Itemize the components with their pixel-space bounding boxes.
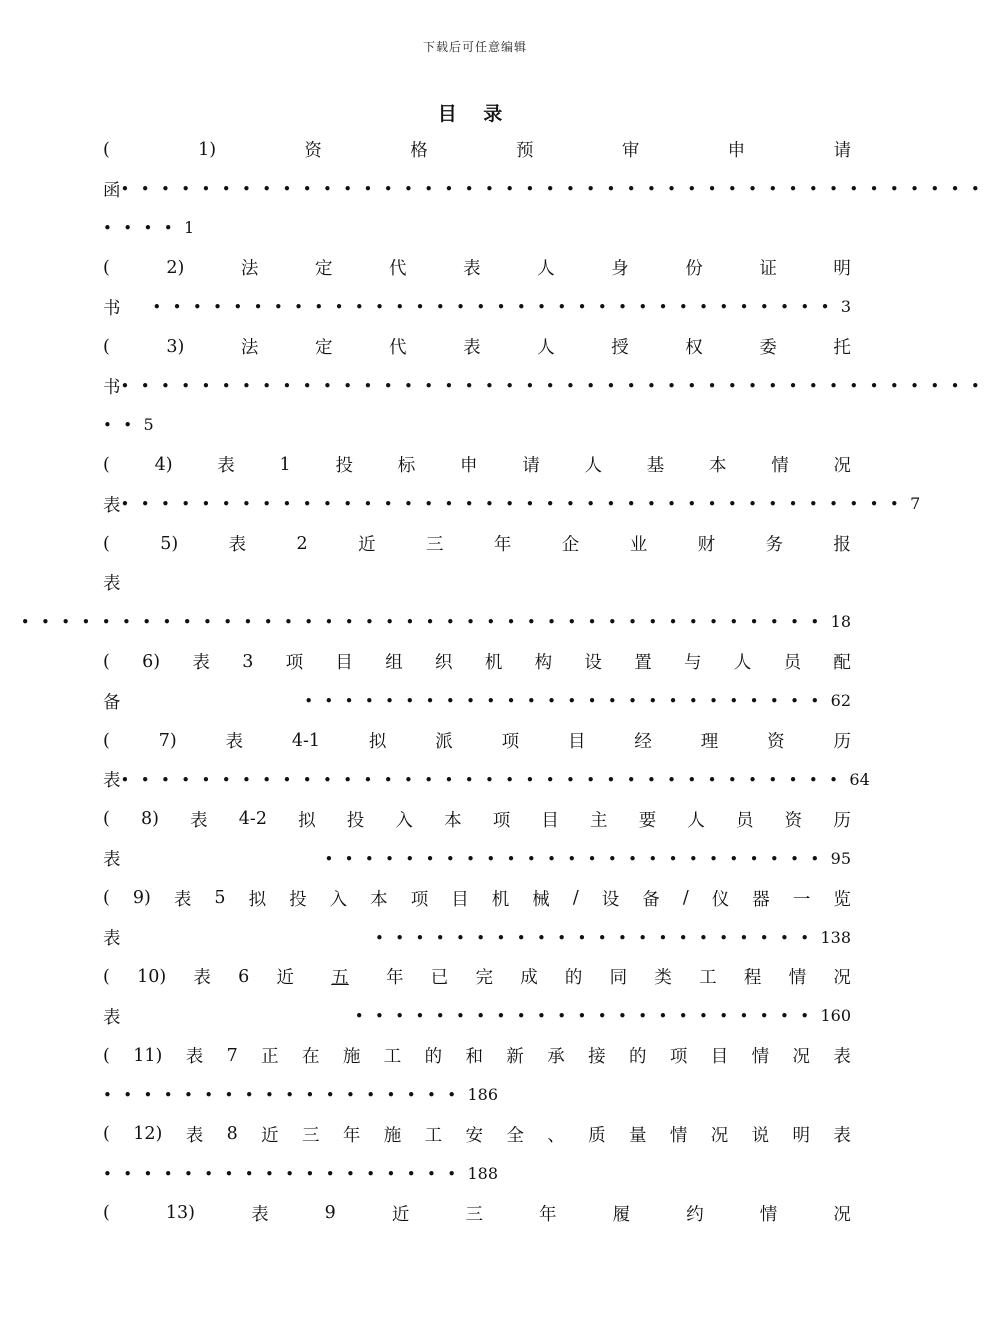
toc-line-head: 函 (103, 180, 121, 201)
toc-token: 工 (699, 968, 717, 989)
toc-token: 一 (792, 889, 811, 910)
toc-token: 投 (335, 456, 353, 477)
toc-token: 和 (465, 1047, 483, 1068)
toc-leader (304, 691, 851, 711)
toc-token: 近 (261, 1125, 279, 1146)
toc-token: 6 (238, 966, 250, 987)
toc-line (103, 1154, 851, 1193)
toc-token: 置 (634, 653, 652, 674)
toc-token: 同 (609, 968, 628, 989)
toc-token: 份 (685, 259, 703, 280)
toc-line (103, 327, 851, 366)
toc-token: 表 (173, 889, 192, 910)
toc-token: 年 (493, 535, 512, 556)
toc-token: 投 (289, 889, 307, 910)
toc-line-head: 书 (103, 377, 121, 398)
toc-token: 表 (217, 456, 235, 477)
toc-token: / (682, 888, 689, 909)
toc-leader (152, 297, 851, 317)
toc-line (103, 957, 851, 996)
toc-token: ( (103, 1045, 110, 1066)
toc-token: 目 (541, 810, 559, 831)
toc-token: 7 (226, 1045, 238, 1066)
leader-dots: •••••••••••••••••• (103, 1086, 468, 1105)
toc-token: 资 (767, 732, 785, 753)
toc-token: 4) (154, 454, 173, 475)
toc-token: 承 (547, 1047, 565, 1068)
toc-token: 定 (314, 259, 333, 280)
toc-token: 况 (833, 456, 851, 477)
toc-token: 项 (410, 889, 429, 910)
toc-line (103, 1036, 851, 1075)
toc-leader (375, 928, 851, 948)
toc-token: 情 (759, 1204, 778, 1225)
toc-token: 目 (710, 1047, 729, 1068)
leader-dots: •••••••••••••••••••••••••••••••••• (152, 298, 841, 317)
toc-token: 接 (588, 1047, 606, 1068)
toc-token: 情 (669, 1125, 688, 1146)
toc-token: 2) (166, 257, 185, 278)
toc-token: 13) (165, 1203, 196, 1224)
toc-token: 五 (331, 968, 349, 989)
toc-token: 1 (279, 454, 291, 475)
toc-token: 构 (534, 653, 553, 674)
toc-token: / (572, 888, 579, 909)
toc-token: 表 (463, 338, 481, 359)
toc-token: 表 (190, 810, 208, 831)
toc-token: 8 (226, 1124, 238, 1145)
toc-token: 施 (342, 1047, 361, 1068)
toc-line-head: 表 (103, 850, 121, 871)
toc-token: 人 (584, 456, 602, 477)
toc-leader (103, 218, 194, 238)
toc-leader (103, 1164, 498, 1184)
leader-dots: •••••••••••••••••• (103, 1164, 468, 1183)
toc-token: 委 (759, 338, 777, 359)
toc-token: 情 (788, 968, 807, 989)
toc-token: 4-1 (291, 730, 321, 751)
toc-leader (121, 770, 870, 790)
toc-token: 投 (346, 810, 365, 831)
toc-token: 目 (451, 889, 469, 910)
toc-line-head: 表 (103, 771, 121, 792)
toc-line (103, 760, 870, 799)
toc-token: 8) (140, 809, 159, 830)
toc-line (103, 839, 851, 878)
toc-token: 年 (539, 1204, 557, 1225)
leader-dots: •••• (103, 219, 184, 238)
toc-token: 定 (314, 338, 333, 359)
toc-line (103, 485, 921, 524)
toc-token: 三 (301, 1125, 320, 1146)
toc-token: 申 (727, 141, 746, 162)
toc-token: 3) (166, 336, 185, 357)
toc-token: 法 (240, 338, 259, 359)
toc-line (103, 406, 851, 445)
toc-leader (21, 612, 851, 632)
toc-token: ( (103, 966, 110, 987)
toc-token: 明 (792, 1125, 810, 1146)
toc-token: 6) (142, 651, 161, 672)
toc-token: 经 (634, 732, 652, 753)
toc-token: 完 (475, 968, 493, 989)
toc-token: 5) (160, 533, 179, 554)
toc-token: 本 (444, 810, 462, 831)
toc-leader (355, 1006, 851, 1026)
toc-line (103, 445, 851, 484)
toc-token: 械 (532, 889, 550, 910)
toc-token: 证 (759, 259, 777, 280)
toc-token: 拟 (248, 889, 267, 910)
toc-token: 资 (304, 141, 322, 162)
toc-token: 拟 (368, 732, 387, 753)
toc-token: 工 (383, 1047, 402, 1068)
leader-dots: •••••••••••••••••••••• (375, 928, 821, 947)
toc-token: 3 (242, 651, 254, 672)
toc-token: 人 (687, 810, 705, 831)
toc-line (103, 366, 991, 405)
toc-token: 本 (708, 456, 727, 477)
toc-token: ( (103, 1124, 110, 1145)
toc-token: 表 (463, 259, 481, 280)
toc-token: 表 (833, 1125, 851, 1146)
toc-token: 5 (214, 888, 226, 909)
toc-token: 表 (185, 1125, 204, 1146)
toc-token: 项 (501, 732, 520, 753)
leader-dots: •• (103, 416, 144, 435)
page-number: 5 (143, 415, 154, 435)
page-number: 160 (820, 1006, 851, 1026)
toc-token: 正 (261, 1047, 279, 1068)
toc-line (103, 878, 851, 917)
toc-token: 7) (158, 730, 177, 751)
toc-token: 派 (435, 732, 453, 753)
toc-token: 人 (733, 653, 752, 674)
toc-token: 历 (833, 732, 851, 753)
toc-token: 权 (685, 338, 703, 359)
toc-leader (103, 1085, 498, 1105)
toc-token: 览 (833, 889, 851, 910)
toc-line (103, 721, 851, 760)
toc-token: 质 (588, 1125, 606, 1146)
toc-token: 表 (833, 1047, 851, 1068)
toc-token: 况 (710, 1125, 729, 1146)
toc-token: 的 (564, 968, 583, 989)
toc-line-head: 书 (103, 298, 121, 319)
leader-dots: ••••••••••••••••••••••••••••••••••••••• (120, 495, 911, 514)
table-of-contents (20, 130, 991, 1233)
toc-token: 项 (669, 1047, 688, 1068)
toc-token: 安 (465, 1125, 483, 1146)
toc-token: 托 (833, 338, 851, 359)
toc-token: 近 (358, 535, 376, 556)
toc-leader (121, 494, 921, 514)
page-title: 目 录 (437, 103, 513, 125)
toc-token: 表 (225, 732, 244, 753)
toc-token: 表 (192, 653, 210, 674)
toc-token: 况 (792, 1047, 810, 1068)
toc-token: ( (103, 730, 110, 751)
toc-token: 三 (465, 1204, 483, 1225)
toc-token: 情 (771, 456, 789, 477)
toc-line (103, 800, 851, 839)
toc-token: 10) (137, 966, 167, 987)
toc-line (103, 918, 851, 957)
toc-line-head: 表 (103, 1007, 121, 1028)
toc-token: 员 (736, 810, 754, 831)
toc-line (103, 1075, 851, 1114)
toc-token: 业 (629, 535, 648, 556)
toc-token: 配 (833, 653, 851, 674)
toc-token: 拟 (298, 810, 316, 831)
toc-token: 企 (561, 535, 580, 556)
toc-token: ( (103, 257, 110, 278)
toc-token: 组 (385, 653, 403, 674)
toc-token: ( (103, 336, 110, 357)
toc-token: 全 (506, 1125, 524, 1146)
toc-token: 在 (301, 1047, 320, 1068)
toc-token: 近 (276, 968, 295, 989)
toc-line (103, 524, 851, 563)
toc-token: ( (103, 809, 110, 830)
toc-token: 备 (642, 889, 660, 910)
toc-token: 人 (537, 338, 555, 359)
page-number: 186 (467, 1085, 499, 1105)
toc-token: 年 (342, 1125, 361, 1146)
toc-line-head: 表 (103, 574, 121, 595)
toc-token: 格 (410, 141, 428, 162)
toc-token: 机 (484, 653, 503, 674)
toc-token: 成 (520, 968, 538, 989)
page-number: 62 (830, 691, 851, 711)
toc-leader (121, 376, 991, 396)
toc-token: 身 (611, 259, 629, 280)
toc-token: 机 (491, 889, 510, 910)
toc-token: 人 (537, 259, 555, 280)
toc-token: 历 (833, 810, 851, 831)
page-number: 7 (910, 494, 921, 514)
toc-line-head: 备 (103, 692, 121, 713)
toc-token: 施 (383, 1125, 402, 1146)
toc-token: 主 (590, 810, 608, 831)
toc-token: 表 (193, 968, 211, 989)
toc-line (103, 288, 851, 327)
toc-token: 器 (752, 889, 770, 910)
toc-token: 三 (425, 535, 444, 556)
toc-token: 类 (654, 968, 672, 989)
leader-dots: ••••••••••••••••••••••••• (324, 849, 831, 868)
page-number: 64 (849, 769, 870, 789)
toc-token: 设 (601, 889, 620, 910)
toc-token: 况 (833, 1204, 851, 1225)
toc-line (103, 997, 851, 1036)
page-number: 3 (840, 297, 851, 317)
toc-token: 近 (391, 1204, 410, 1225)
toc-token: 量 (628, 1125, 647, 1146)
toc-token: 请 (833, 141, 851, 162)
toc-token: 已 (430, 968, 449, 989)
toc-line (20, 603, 851, 642)
toc-token: 说 (751, 1125, 770, 1146)
toc-token: 目 (335, 653, 353, 674)
toc-line (103, 169, 991, 208)
toc-line (103, 681, 851, 720)
toc-token: 仪 (711, 889, 730, 910)
toc-token: 务 (765, 535, 783, 556)
toc-token: 工 (424, 1125, 443, 1146)
toc-token: 员 (783, 653, 802, 674)
toc-token: ( (103, 139, 110, 160)
toc-token: 代 (389, 259, 407, 280)
toc-token: 入 (329, 889, 348, 910)
toc-token: 请 (522, 456, 540, 477)
toc-token: 履 (612, 1204, 631, 1225)
toc-token: 程 (743, 968, 762, 989)
toc-token: 、 (547, 1125, 565, 1146)
toc-token: 代 (389, 338, 407, 359)
toc-line (103, 248, 851, 287)
toc-token: 标 (397, 456, 416, 477)
toc-token: 9) (132, 888, 151, 909)
toc-token: 9 (324, 1203, 336, 1224)
leader-dots: •••••••••••••••••••••••••••••••••••••••• (20, 613, 831, 632)
toc-token: 项 (492, 810, 511, 831)
toc-line (103, 1194, 851, 1233)
toc-token: 审 (621, 141, 640, 162)
toc-token: ( (103, 533, 110, 554)
toc-token: 年 (385, 968, 404, 989)
toc-token: ( (103, 651, 110, 672)
toc-token: 授 (611, 338, 629, 359)
toc-token: 资 (784, 810, 803, 831)
page-header: 下载后可任意编辑 (422, 40, 527, 54)
toc-token: 情 (751, 1047, 770, 1068)
toc-token: 11) (133, 1045, 163, 1066)
toc-token: 新 (506, 1047, 524, 1068)
toc-token: ( (103, 454, 110, 475)
toc-token: 12) (133, 1124, 163, 1145)
toc-token: 的 (424, 1047, 443, 1068)
toc-token: 目 (568, 732, 586, 753)
toc-token: 与 (684, 653, 702, 674)
toc-token: 2 (296, 533, 308, 554)
toc-token: 理 (700, 732, 719, 753)
toc-token: 要 (638, 810, 657, 831)
toc-token: ( (103, 1203, 110, 1224)
page-number: 95 (830, 848, 851, 868)
toc-token: 预 (516, 141, 534, 162)
toc-leader (103, 415, 154, 435)
toc-line (103, 1115, 851, 1154)
toc-token: 入 (395, 810, 413, 831)
toc-token: 1) (198, 139, 217, 160)
toc-token: 表 (228, 535, 247, 556)
toc-line (103, 563, 851, 602)
leader-dots: •••••••••••••••••••••••••••••••••••• (120, 770, 850, 789)
toc-token: 约 (686, 1204, 704, 1225)
toc-token: 报 (833, 535, 851, 556)
page-number: 18 (830, 612, 851, 632)
leader-dots: •••••••••••••••••••••••••• (304, 692, 831, 711)
toc-token: 明 (833, 259, 851, 280)
page-number: 1 (184, 218, 195, 238)
leader-dots: ••••••••••••••••••••••••••••••••••••••••••• (120, 377, 991, 396)
toc-line-head: 表 (103, 495, 121, 516)
toc-token: 况 (833, 968, 851, 989)
toc-token: 本 (370, 889, 388, 910)
toc-line (103, 209, 851, 248)
toc-leader (324, 849, 851, 869)
toc-token: 织 (435, 653, 453, 674)
toc-token: 4-2 (238, 809, 267, 830)
leader-dots: ••••••••••••••••••••••••••••••••••••••••••• (120, 180, 991, 199)
toc-token: 表 (251, 1204, 269, 1225)
toc-token: 的 (628, 1047, 647, 1068)
toc-line (103, 642, 851, 681)
toc-token: ( (103, 888, 110, 909)
toc-token: 法 (240, 259, 259, 280)
toc-token: 表 (185, 1047, 204, 1068)
leader-dots: ••••••••••••••••••••••• (354, 1007, 821, 1026)
toc-token: 申 (459, 456, 478, 477)
toc-token: 财 (697, 535, 716, 556)
toc-line-head: 表 (103, 929, 121, 949)
toc-token: 项 (285, 653, 304, 674)
toc-leader (121, 179, 991, 199)
page-number: 138 (820, 927, 851, 947)
toc-token: 设 (584, 653, 602, 674)
page-number: 188 (467, 1163, 499, 1183)
toc-line (103, 130, 851, 169)
toc-token: 基 (646, 456, 665, 477)
